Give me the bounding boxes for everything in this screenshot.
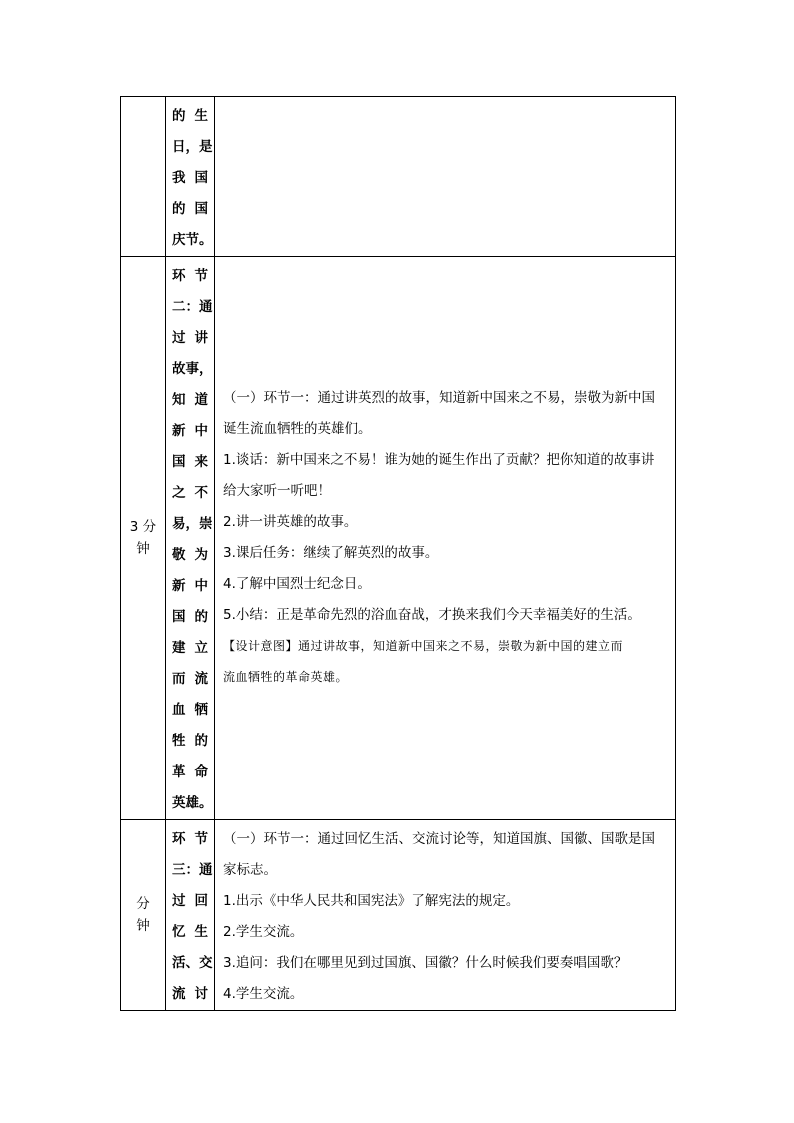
step-line: 故事， [172, 361, 213, 377]
step-line: 日，是 [172, 139, 213, 155]
time-label-line: 分 [136, 896, 150, 912]
step-line: 新 中 [172, 423, 208, 439]
step-cell [166, 97, 215, 257]
table-row [121, 97, 676, 257]
step-line: 国 的 [172, 609, 208, 625]
content-line: 4.学生交流。 [223, 986, 304, 1002]
content-cell [215, 97, 676, 257]
content-line: 5.小结：正是革命先烈的浴血奋战，才换来我们今天幸福美好的生活。 [223, 607, 641, 623]
content-cell [215, 257, 676, 820]
step-line: 血 牺 [172, 702, 208, 718]
time-label-line: 钟 [136, 541, 150, 557]
step-line: 敬 为 [172, 547, 208, 563]
step-line: 忆 生 [172, 924, 208, 940]
step-line: 环 节 [172, 831, 208, 847]
step-line: 我 国 [172, 170, 208, 186]
table-row [121, 257, 676, 820]
step-line: 革 命 [172, 764, 208, 780]
content-line: （一）环节一：通过讲英烈的故事，知道新中国来之不易，崇敬为新中国 [223, 390, 655, 406]
time-label-line: 钟 [136, 918, 150, 934]
step-line: 的 国 [172, 201, 208, 217]
design-intent-line: 【设计意图】通过讲故事，知道新中国来之不易，崇敬为新中国的建立而 [223, 639, 624, 653]
content-cell [215, 820, 676, 1011]
step-line: 之 不 [172, 485, 208, 501]
content-line: 2.讲一讲英雄的故事。 [223, 514, 358, 530]
time-cell [121, 97, 166, 257]
content-line: 给大家听一听吧！ [223, 483, 331, 499]
step-line: 易，崇 [172, 516, 213, 532]
step-line: 三：通 [172, 862, 213, 878]
step-line: 庆节。 [172, 232, 213, 248]
time-label-line: 3 分 [129, 519, 157, 535]
time-cell [121, 820, 166, 1011]
content-line: 3.课后任务：继续了解英烈的故事。 [223, 545, 439, 561]
content-line: 1.出示《中华人民共和国宪法》了解宪法的规定。 [223, 893, 520, 909]
content-line: 2.学生交流。 [223, 924, 304, 940]
step-line: 过 讲 [172, 330, 208, 346]
step-line: 流 讨 [172, 986, 208, 1002]
content-line: 1.谈话：新中国来之不易！谁为她的诞生作出了贡献？把你知道的故事讲 [223, 452, 655, 468]
step-line: 英雄。 [172, 795, 213, 811]
content-line: 3.追问：我们在哪里见到过国旗、国徽？什么时候我们要奏唱国歌？ [223, 955, 628, 971]
design-intent-line: 流血牺牲的革命英雄。 [223, 670, 349, 684]
table-row [121, 820, 676, 1011]
step-line: 过 回 [172, 893, 208, 909]
content-line: 家标志。 [223, 862, 277, 878]
step-cell [166, 257, 215, 820]
step-line: 国 来 [172, 454, 208, 470]
step-line: 环 节 [172, 268, 208, 284]
step-line: 牲 的 [172, 733, 208, 749]
content-line: 诞生流血牺牲的英雄们。 [223, 421, 372, 437]
time-cell [121, 257, 166, 820]
step-line: 新 中 [172, 578, 208, 594]
step-line: 而 流 [172, 671, 208, 687]
step-line: 的 生 [172, 108, 208, 124]
content-line: （一）环节一：通过回忆生活、交流讨论等，知道国旗、国徽、国歌是国 [223, 831, 655, 847]
lesson-plan-table [120, 96, 676, 1011]
step-line: 建 立 [172, 640, 208, 656]
step-line: 二：通 [172, 299, 213, 315]
step-line: 活、交 [172, 955, 213, 971]
step-line: 知 道 [172, 392, 208, 408]
content-line: 4.了解中国烈士纪念日。 [223, 576, 371, 592]
step-cell [166, 820, 215, 1011]
